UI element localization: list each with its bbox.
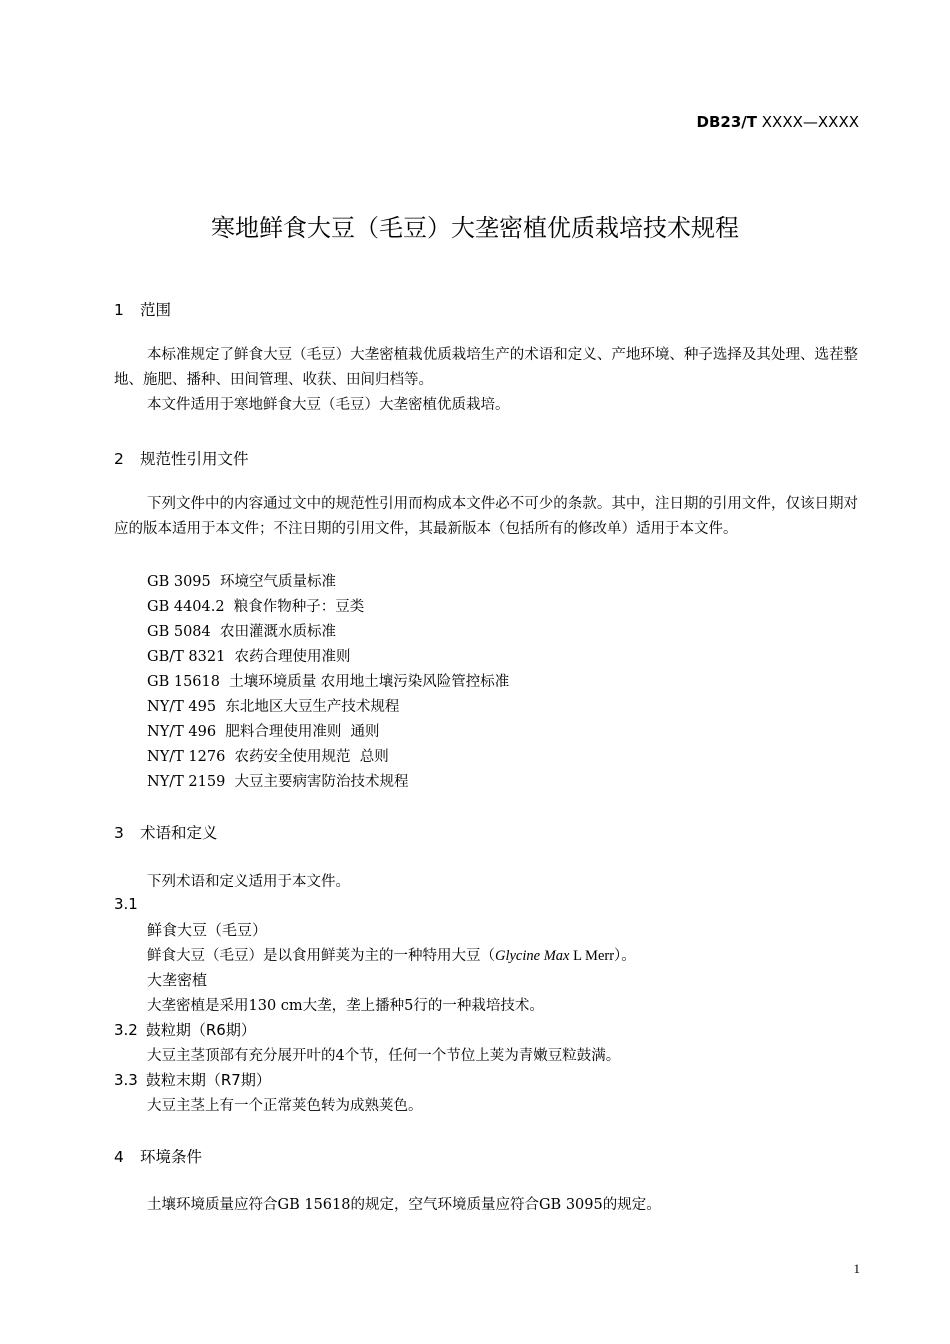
term-definition xyxy=(147,944,636,965)
section-number: 2 xyxy=(114,450,124,468)
section-heading-terms xyxy=(114,821,218,843)
page-number: 1 xyxy=(853,1261,860,1276)
term-definition: 大豆主茎上有一个正常荚色转为成熟荚色。 xyxy=(147,1098,423,1114)
reference-item: GB 3095 环境空气质量标准 xyxy=(147,574,336,590)
reference-item: GB 15618 土壤环境质量 农用地土壤污染风险管控标准 xyxy=(147,674,510,690)
term-name: 鼓粒期（R6期） xyxy=(145,1021,256,1039)
section-title: 规范性引用文件 xyxy=(140,450,249,468)
scope-paragraph-2: 本文件适用于寒地鲜食大豆（毛豆）大垄密植优质栽培。 xyxy=(147,397,510,413)
section-number: 1 xyxy=(114,301,124,319)
reference-item: NY/T 2159 大豆主要病害防治技术规程 xyxy=(147,774,409,790)
definition-text-end: ）。 xyxy=(614,948,636,964)
document-title: 寒地鲜食大豆（毛豆）大垄密植优质栽培技术规程 xyxy=(211,214,739,242)
standard-code xyxy=(697,113,859,131)
term-definition: 大垄密植是采用130 cm大垄，垄上播种5行的一种栽培技术。 xyxy=(147,998,544,1014)
scientific-authority: L Merr xyxy=(569,948,615,964)
definition-text: 鲜食大豆（毛豆）是以食用鲜荚为主的一种特用大豆（ xyxy=(147,948,495,964)
reference-item: GB 4404.2 粮食作物种子：豆类 xyxy=(147,599,365,615)
environment-paragraph: 土壤环境质量应符合GB 15618的规定，空气环境质量应符合GB 3095的规定。 xyxy=(147,1197,661,1213)
term-name: 鲜食大豆（毛豆） xyxy=(147,921,268,939)
reference-item: NY/T 1276 农药安全使用规范 总则 xyxy=(147,749,389,765)
section-title: 术语和定义 xyxy=(140,824,218,842)
section-heading-scope xyxy=(114,298,171,320)
term-name: 鼓粒末期（R7期） xyxy=(145,1071,271,1089)
reference-item: NY/T 495 东北地区大豆生产技术规程 xyxy=(147,699,400,715)
reference-item: GB/T 8321 农药合理使用准则 xyxy=(147,649,351,665)
term-number: 3.3 xyxy=(114,1071,138,1089)
scope-paragraph-1: 本标准规定了鲜食大豆（毛豆）大垄密植栽优质栽培生产的术语和定义、产地环境、种子选择及其处理、选茬整地、施肥、播种、田间管理、收获、田间归档等。 xyxy=(114,347,858,388)
section-title: 环境条件 xyxy=(140,1148,203,1166)
section-number: 4 xyxy=(114,1148,124,1166)
section-heading-normative-references xyxy=(114,447,249,469)
references-paragraph: 下列文件中的内容通过文中的规范性引用而构成本文件必不可少的条款。其中，注日期的引用文件，仅该日期对应的版本适用于本文件；不注日期的引用文件，其最新版本（包括所有的修改单）适用于本文件。 xyxy=(114,496,858,537)
terms-intro: 下列术语和定义适用于本文件。 xyxy=(147,874,350,890)
standard-code-prefix: DB23/T xyxy=(696,113,758,131)
term-number: 3.2 xyxy=(114,1021,138,1039)
term-definition: 大豆主茎顶部有充分展开叶的4个节，任何一个节位上荚为青嫩豆粒鼓满。 xyxy=(147,1048,621,1064)
term-heading xyxy=(114,1019,256,1040)
section-title: 范围 xyxy=(140,301,172,319)
term-number: 3.1 xyxy=(114,895,138,913)
reference-item: GB 5084 农田灌溉水质标准 xyxy=(147,624,336,640)
section-heading-environment xyxy=(114,1145,202,1167)
term-heading xyxy=(114,1069,271,1090)
reference-item: NY/T 496 肥料合理使用准则 通则 xyxy=(147,724,380,740)
standard-code-suffix: XXXX—XXXX xyxy=(757,113,859,131)
scientific-name: Glycine Max xyxy=(495,948,570,964)
term-name: 大垄密植 xyxy=(147,971,208,989)
section-number: 3 xyxy=(114,824,124,842)
